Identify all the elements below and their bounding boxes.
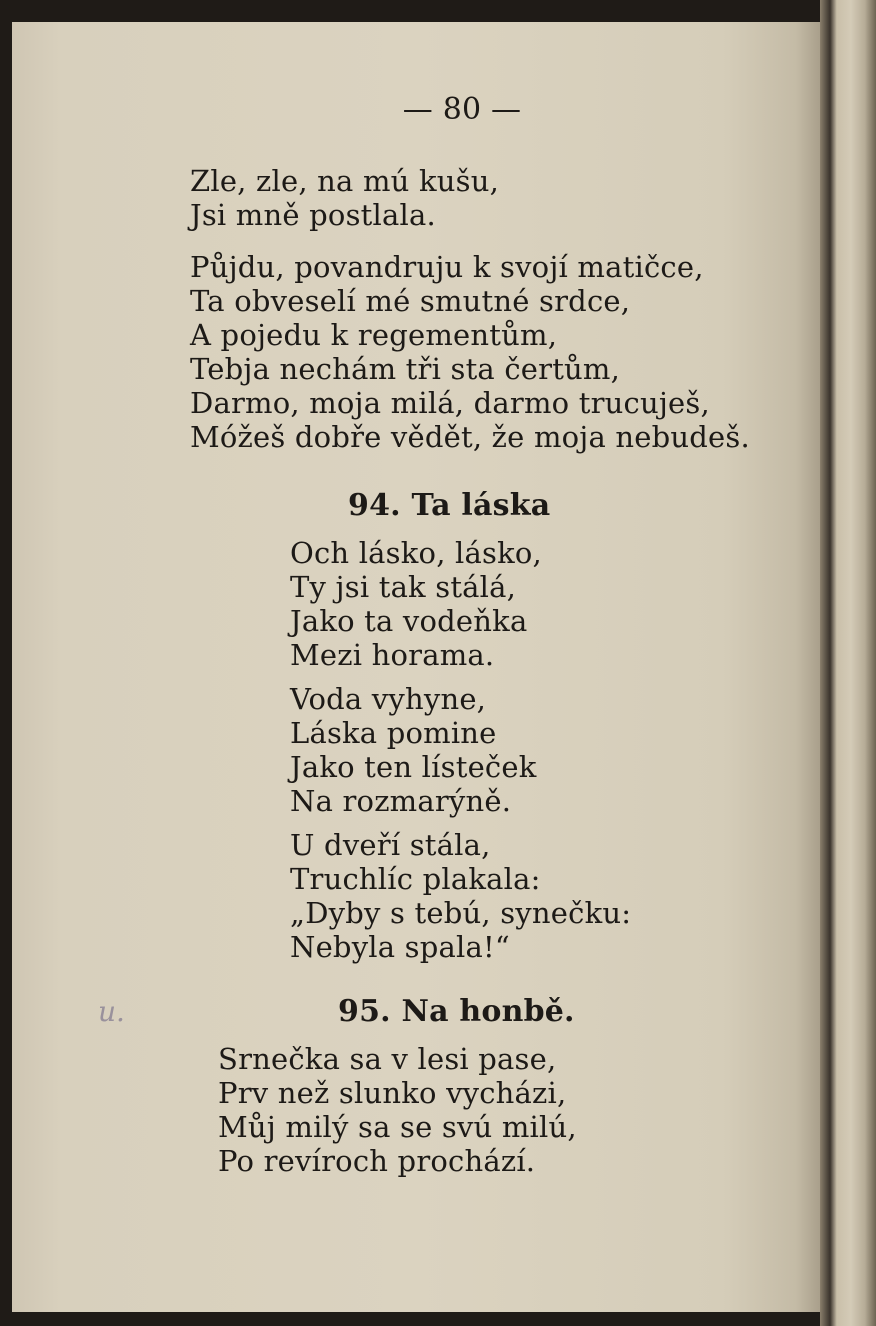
song-number: 94. bbox=[348, 488, 401, 523]
verse-line: Móžeš dobře vědět, že moja nebudeš. bbox=[190, 420, 750, 454]
verse-line: Jako ten lísteček bbox=[290, 750, 537, 784]
verse-line: „Dyby s tebú, synečku: bbox=[290, 896, 632, 930]
verse-line: Jsi mně postlala. bbox=[190, 198, 436, 232]
verse-line: Darmo, moja milá, darmo trucuješ, bbox=[190, 386, 710, 420]
verse-line: Och lásko, lásko, bbox=[290, 536, 542, 570]
verse-line: Truchlíc plakala: bbox=[290, 862, 541, 896]
verse-line: Mezi horama. bbox=[290, 638, 495, 672]
verse-block bbox=[190, 250, 750, 454]
song-number: 95. bbox=[338, 994, 391, 1029]
stanza bbox=[290, 682, 537, 818]
verse-line: Po revíroch prochází. bbox=[218, 1144, 536, 1178]
verse-line: Voda vyhyne, bbox=[290, 682, 487, 716]
stanza bbox=[218, 1042, 577, 1178]
book-spine bbox=[820, 0, 876, 1326]
verse-line: Můj milý sa se svú milú, bbox=[218, 1110, 577, 1144]
stanza bbox=[290, 536, 542, 672]
page-number: — 80 — bbox=[402, 92, 522, 127]
verse-line: Ty jsi tak stálá, bbox=[290, 570, 517, 604]
verse-line: Zle, zle, na mú kušu, bbox=[190, 164, 499, 198]
handwritten-margin-note: u. bbox=[98, 995, 125, 1028]
verse-line: Srnečka sa v lesi pase, bbox=[218, 1042, 557, 1076]
song-title: Ta láska bbox=[411, 488, 551, 523]
verse-line: Ta obveselí mé smutné srdce, bbox=[190, 284, 631, 318]
verse-line: Půjdu, povandruju k svojí matičce, bbox=[190, 250, 704, 284]
verse-line: A pojedu k regementům, bbox=[190, 318, 558, 352]
verse-line: Jako ta vodeňka bbox=[290, 604, 528, 638]
song-heading-94 bbox=[348, 488, 550, 523]
verse-line: Tebja nechám tři sta čertům, bbox=[190, 352, 621, 386]
verse-line: Láska pomine bbox=[290, 716, 497, 750]
verse-line: Prv než slunko vycházi, bbox=[218, 1076, 567, 1110]
verse-line: Na rozmarýně. bbox=[290, 784, 512, 818]
stanza bbox=[290, 828, 631, 964]
song-heading-95 bbox=[338, 994, 575, 1029]
verse-line: Nebyla spala!“ bbox=[290, 930, 510, 964]
verse-line: U dveří stála, bbox=[290, 828, 491, 862]
verse-block-continued bbox=[190, 164, 499, 232]
song-title: Na honbě. bbox=[401, 994, 575, 1029]
